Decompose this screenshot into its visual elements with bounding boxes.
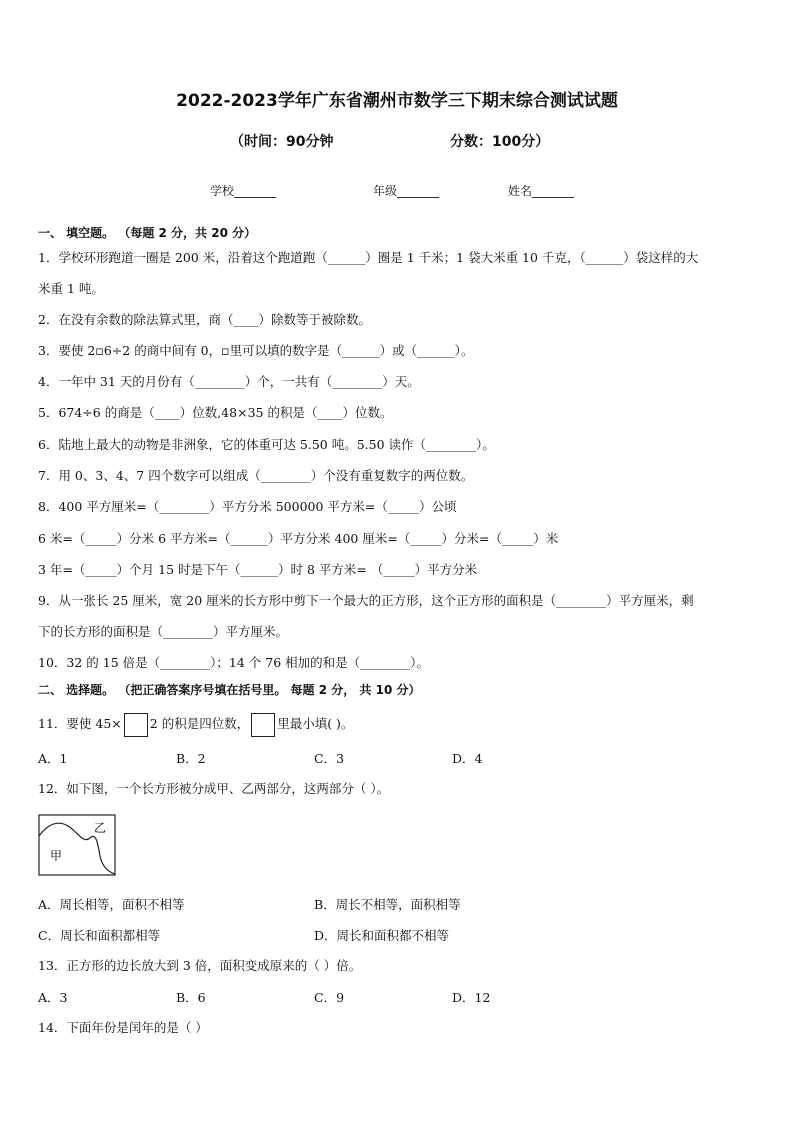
question-11-pre: 11．要使 45× [38, 716, 122, 731]
q13-option-b[interactable]: B．6 [176, 990, 206, 1005]
question-1-line-2: 米重 1 吨。 [38, 281, 104, 296]
question-12: 12．如下图，一个长方形被分成甲、乙两部分，这两部分（ ）。 [38, 781, 390, 796]
exam-time: （时间：90分钟 [230, 134, 334, 150]
question-9-line-2: 下的长方形的面积是（________）平方厘米。 [38, 624, 289, 639]
question-10: 10．32 的 15 倍是（________）；14 个 76 相加的和是（________）。 [38, 655, 429, 670]
q13-option-d[interactable]: D．12 [452, 990, 491, 1005]
grade-field[interactable]: 年级_______ [373, 184, 440, 198]
question-11 [38, 711, 353, 737]
question-3: 3．要使 2▫6÷2 的商中间有 0，▫里可以填的数字是（______）或（______）。 [38, 343, 474, 358]
question-7: 7．用 0、3、4、7 四个数字可以组成（________）个没有重复数字的两位数。 [38, 468, 474, 483]
question-11-post: 里最小填( )。 [277, 716, 354, 731]
section-choice: 二、 选择题。 （把正确答案序号填在括号里。 每题 2 分， 共 10 分） [38, 683, 421, 697]
question-5: 5．674÷6 的商是（____）位数,48×35 的积是（____）位数。 [38, 405, 393, 420]
question-6: 6．陆地上最大的动物是非洲象，它的体重可达 5.50 吨。5.50 读作（________）。 [38, 437, 495, 452]
rectangle-diagram [38, 814, 118, 878]
blank-box [124, 713, 148, 737]
q13-option-a[interactable]: A．3 [38, 990, 68, 1005]
blank-box [251, 713, 275, 737]
figure-label-jia: 甲 [50, 849, 63, 863]
rectangle-figure [38, 814, 118, 882]
question-14: 14．下面年份是闰年的是（ ） [38, 1020, 208, 1035]
figure-label-yi: 乙 [94, 821, 107, 835]
question-8-line-2: 6 米=（_____）分米 6 平方米=（______）平方分米 400 厘米=（_____）分米=（_____）米 [38, 531, 559, 546]
q12-option-c[interactable]: C．周长和面积都相等 [38, 928, 161, 943]
name-field[interactable]: 姓名_______ [508, 184, 575, 198]
question-11-mid: 2 的积是四位数， [149, 716, 250, 731]
question-13: 13．正方形的边长放大到 3 倍，面积变成原来的（ ）倍。 [38, 958, 362, 973]
q11-option-b[interactable]: B．2 [176, 751, 206, 766]
page-title: 2022-2023学年广东省潮州市数学三下期末综合测试试题 [176, 91, 618, 111]
q13-option-c[interactable]: C．9 [314, 990, 345, 1005]
question-2: 2．在没有余数的除法算式里，商（____）除数等于被除数。 [38, 312, 371, 327]
q11-option-c[interactable]: C．3 [314, 751, 345, 766]
q11-option-a[interactable]: A．1 [38, 751, 68, 766]
exam-score: 分数：100分） [450, 134, 550, 150]
question-4: 4．一年中 31 天的月份有（________）个，一共有（________）天。 [38, 374, 420, 389]
q12-option-a[interactable]: A．周长相等，面积不相等 [38, 897, 185, 912]
question-9-line-1: 9．从一张长 25 厘米，宽 20 厘米的长方形中剪下一个最大的正方形，这个正方形的面积是（________）平方厘米，剩 [38, 593, 694, 608]
q12-option-d[interactable]: D．周长和面积都不相等 [314, 928, 450, 943]
q11-option-d[interactable]: D．4 [452, 751, 483, 766]
question-1-line-1: 1．学校环形跑道一圈是 200 米，沿着这个跑道跑（______）圈是 1 千米；1 袋大米重 10 千克，（______）袋这样的大 [38, 250, 699, 265]
question-8-line-1: 8．400 平方厘米=（________）平方分米 500000 平方米=（_____）公顷 [38, 499, 457, 514]
question-8-line-3: 3 年=（_____）个月 15 时是下午（______）时 8 平方米= （_____）平方分米 [38, 562, 478, 577]
q12-option-b[interactable]: B．周长不相等，面积相等 [314, 897, 461, 912]
section-fill-blank: 一、 填空题。 （每题 2 分，共 20 分） [38, 226, 257, 240]
school-field[interactable]: 学校_______ [210, 184, 277, 198]
